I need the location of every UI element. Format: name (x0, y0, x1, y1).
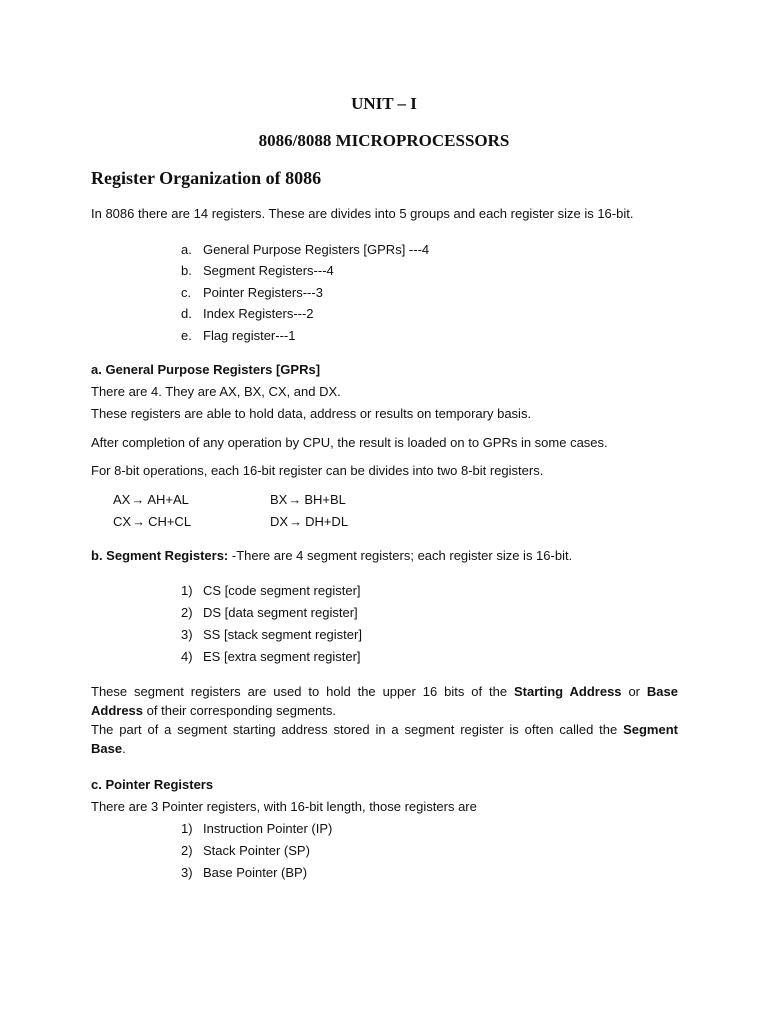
arrow-right-icon: → (132, 514, 146, 529)
text-run: . (122, 741, 126, 756)
segment-heading: b. Segment Registers: (91, 548, 229, 563)
list-item-marker: 3) (181, 865, 193, 880)
bold-term: Base (91, 741, 123, 756)
list-item: ES [extra segment register] (203, 649, 361, 664)
list-item-marker: 2) (181, 605, 193, 620)
list-item-marker: 1) (181, 583, 193, 598)
bold-term: Address (91, 703, 144, 718)
register-name: DX (270, 514, 289, 529)
arrow-right-icon: → (131, 492, 145, 507)
register-name: BX (270, 492, 288, 507)
segment-heading-rest: -There are 4 segment registers; each register size is 16-bit. (228, 548, 573, 563)
register-parts: CH+CL (148, 514, 192, 529)
list-item: DS [data segment register] (203, 605, 358, 620)
register-parts: AH+AL (147, 492, 189, 507)
register-split (113, 492, 189, 507)
list-item: Base Pointer (BP) (203, 865, 308, 880)
list-item-marker: 4) (181, 649, 193, 664)
register-split (270, 492, 346, 507)
list-item-marker: e. (181, 328, 192, 343)
segment-paragraph-2 (91, 720, 678, 758)
section-title: Register Organization of 8086 (91, 168, 322, 188)
segment-heading-line (91, 548, 572, 563)
intro-paragraph: In 8086 there are 14 registers. These are divides into 5 groups and each register size is 16-bit. (91, 206, 634, 221)
list-item-marker: 3) (181, 627, 193, 642)
list-item: Index Registers---2 (203, 306, 314, 321)
list-item: Stack Pointer (SP) (203, 843, 310, 858)
list-item-marker: d. (181, 306, 192, 321)
paragraph-line (91, 701, 678, 720)
unit-heading: UNIT – I (351, 94, 417, 113)
gpr-line: There are 4. They are AX, BX, CX, and DX. (91, 384, 341, 399)
list-item-marker: b. (181, 263, 192, 278)
text-run: These segment registers are used to hold the upper 16 bits of the (91, 684, 514, 699)
register-parts: DH+DL (305, 514, 349, 529)
list-item: Pointer Registers---3 (203, 285, 323, 300)
list-item: CS [code segment register] (203, 583, 361, 598)
text-run: or (621, 684, 647, 699)
bold-term: Segment (623, 722, 678, 737)
register-name: CX (113, 514, 132, 529)
list-item-marker: 1) (181, 821, 193, 836)
list-item: Instruction Pointer (IP) (203, 821, 333, 836)
register-name: AX (113, 492, 131, 507)
list-item-marker: c. (181, 285, 192, 300)
pointer-heading: c. Pointer Registers (91, 777, 214, 792)
paragraph-line (91, 682, 678, 701)
list-item: General Purpose Registers [GPRs] ---4 (203, 242, 430, 257)
bold-term: Base (646, 684, 678, 699)
register-split (113, 514, 191, 529)
text-run: The part of a segment starting address stored in a segment register is often called the (91, 722, 624, 737)
list-item-marker: a. (181, 242, 192, 257)
list-item: SS [stack segment register] (203, 627, 362, 642)
gpr-line: For 8-bit operations, each 16-bit register can be divides into two 8-bit registers. (91, 463, 544, 478)
pointer-intro: There are 3 Pointer registers, with 16-bit length, those registers are (91, 799, 477, 814)
segment-paragraph-1 (91, 682, 678, 720)
gpr-line: These registers are able to hold data, address or results on temporary basis. (91, 406, 532, 421)
text-run: of their corresponding segments. (143, 703, 336, 718)
gpr-line: After completion of any operation by CPU, the result is loaded on to GPRs in some cases. (91, 435, 608, 450)
arrow-right-icon: → (288, 492, 302, 507)
register-split (270, 514, 348, 529)
paragraph-line (91, 739, 678, 758)
arrow-right-icon: → (289, 514, 303, 529)
list-item: Segment Registers---4 (203, 263, 334, 278)
register-parts: BH+BL (304, 492, 346, 507)
bold-term: Starting Address (513, 684, 622, 699)
list-item-marker: 2) (181, 843, 193, 858)
document-title: 8086/8088 MICROPROCESSORS (258, 131, 510, 150)
paragraph-line (91, 720, 678, 739)
gpr-heading: a. General Purpose Registers [GPRs] (91, 362, 321, 377)
list-item: Flag register---1 (203, 328, 296, 343)
